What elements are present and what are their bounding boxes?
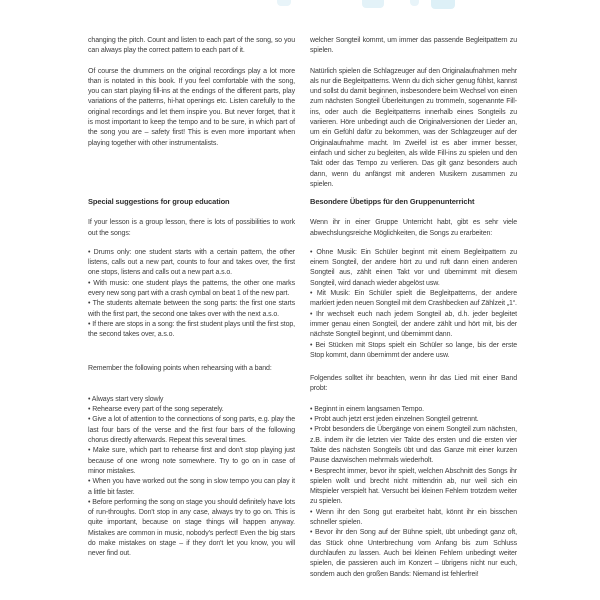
rehearsing-intro: Remember the following points when rehearsing with a band: xyxy=(88,364,272,372)
left-main-section xyxy=(88,197,295,560)
bullet-item: • Ihr wechselt euch nach jedem Songteil ab, d.h. jeder begleitet immer genau einen Songteil, der andere zählt und hört mit, bis der nächste Songteil beginnt, und übernimmt dann. xyxy=(310,310,517,339)
bullet-item: • Give a lot of attention to the connections of song parts, e.g. play the last four bars of the verse and the first four bars of the following chorus directly afterwards. Repeat this several times. xyxy=(88,416,295,445)
group-lesson-bullet-list xyxy=(88,248,295,341)
bullet-item: • Bevor ihr den Song auf der Bühne spielt, übt unbedingt ganz oft, das Stück ohne Unterbrechung vom Anfang bis zum Schluss durchlaufen zu lassen. Auch bei kleinen Fehlern unbedingt weiter spielen, die passieren auch im Konzert – übrigens nicht nur euch, sondern auch den großen Bands: Niemand ist fehlerfrei! xyxy=(310,529,517,578)
section-heading-group-education: Special suggestions for group education xyxy=(88,197,230,206)
bullet-item: • Ohne Musik: Ein Schüler beginnt mit einem Begleitpattern zu einem Songteil, der andere hört zu und ruft dann einen anderen Songteil aus, zählt einen Takt vor und übernimmt mit diesem Songteil, wird danach wieder abgelöst usw. xyxy=(310,248,517,287)
bullet-item: • With music: one student plays the patterns, the other one marks every new song part with a crash cymbal on beat 1 of the new part. xyxy=(88,279,295,298)
rehearsing-bullet-list xyxy=(88,395,295,560)
bullet-item: • Bei Stücken mit Stops spielt ein Schüler so lange, bis der erste Stop kommt, dann übernimmt der andere usw. xyxy=(310,341,517,359)
left-top-section xyxy=(88,36,295,149)
paragraph-songteil: welcher Songteil kommt, um immer das passende Begleitpattern zu spielen. xyxy=(310,37,517,55)
bullet-item: • Beginnt in einem langsamen Tempo. xyxy=(310,405,425,413)
bullet-item: • Mit Musik: Ein Schüler spielt die Begleitpatterns, der andere markiert jeden neuen Songteil mit dem Crashbecken auf Zählzeit „1“. xyxy=(310,290,517,308)
bullet-item: • Rehearse every part of the song seperately. xyxy=(88,406,224,414)
scan-artifact xyxy=(362,0,384,8)
right-main-section xyxy=(310,197,517,580)
right-column-german xyxy=(310,36,517,596)
scan-artifact xyxy=(431,0,455,9)
paragraph-pitch-counting: changing the pitch. Count and listen to each part of the song, so you can always play the correct pattern to each part of it. xyxy=(88,37,295,55)
paragraph-original-recordings: Of course the drummers on the original recordings play a lot more than is notated in this book. If you feel comfortable with the song, you can start playing fill-ins at the endings of the different parts, play variations of the patterns, hi-hat openings etc. Listen carefully to the original recordings and let them inspire you. But never forget, that it is most important to keep the tempo and to be sure, in which part of the song you are – safety first! This is even more important when playing together with other instrumentalists. xyxy=(88,67,295,147)
left-column-english xyxy=(88,36,295,596)
bullet-item: • The students alternate between the song parts: the first one starts with the first part, the second one takes over with the next a.s.o. xyxy=(88,300,295,318)
bullet-item: • When you have worked out the song in slow tempo you can play it a little bit faster. xyxy=(88,478,295,496)
bullet-item: • Before performing the song on stage you should definitely have lots of run-throughs. Don't stop in any case, always try to go on. This is quite important, because on stage things will happen anyway. Mistakes are common in music, nobody's perfect! Even the big stars do make mistakes on stage – if they don't let you know, you will never find out. xyxy=(88,498,295,558)
bullet-item: • Drums only: one student starts with a certain pattern, the other listens, calls out a new part, counts to four and takes over, the first one stops, listens and calls out a new part a.s.o. xyxy=(88,248,295,277)
bullet-item: • Make sure, which part to rehearse first and don't stop playing just because of one wrong note somewhere. Try to go on in case of minor mistakes. xyxy=(88,447,295,475)
bullet-item: • Wenn ihr den Song gut erarbeitet habt, könnt ihr ein bisschen schneller spielen. xyxy=(310,508,517,527)
scan-artifact xyxy=(277,0,291,6)
bullet-item: • Probt auch jetzt erst jeden einzelnen Songteil getrennt. xyxy=(310,416,479,424)
band-probe-bullet-list xyxy=(310,405,517,580)
band-probe-intro: Folgendes solltet ihr beachten, wenn ihr das Lied mit einer Band probt: xyxy=(310,375,517,393)
scan-artifact xyxy=(410,0,419,6)
gruppe-intro: Wenn ihr in einer Gruppe Unterricht habt, gibt es sehr viele abwechslungsreiche Möglichkeiten, die Songs zu erarbeiten: xyxy=(310,219,517,237)
bullet-item: • If there are stops in a song: the first student plays until the first stop, the second takes over, a.s.o. xyxy=(88,320,295,339)
gruppe-bullet-list xyxy=(310,248,517,361)
bullet-item: • Besprecht immer, bevor ihr spielt, welchen Abschnitt des Songs ihr spielen wollt und brecht nicht mittendrin ab, nur weil sich ein Mitspieler verspielt hat. Versucht bei kleinen Fehlern trotzdem weiter zu spielen. xyxy=(310,467,517,506)
bullet-item: • Probt besonders die Übergänge von einem Songteil zum nächsten, z.B. indem ihr die letzten vier Takte des ersten und die ersten vier Takte des nächsten Songteils übt und das Ganze mit einer kurzen Pause dazwischen mehrmals wiederholt. xyxy=(310,426,517,465)
right-top-section xyxy=(310,36,517,190)
paragraph-originalaufnahmen: Natürlich spielen die Schlagzeuger auf den Originalaufnahmen mehr als nur die Begleitpatterns. Wenn du dich sicher genug fühlst, kannst und sollst du damit beginnen, insbesondere beim Wechsel von einen zum nächsten Songteil Überleitungen zu trommeln, sogenannte Fill-ins, oder auch die Begleitpatterns innerhalb eines Songteils zu variieren. Höre unbedingt auch die Originalversionen der Lieder an, um ein Gefühl dafür zu bekommen, was der Schlagzeuger auf der Originalaufnahme macht. Im Zweifel ist es aber immer besser, einfach und sicher zu begleiten, als wilde Fill-ins zu spielen und den Takt oder das Tempo zu verlieren. Das gilt ganz besonders auch dann, wenn du anfängst mit anderen Musikern zusammen zu spielen. xyxy=(310,67,517,188)
section-heading-gruppenunterricht: Besondere Übetipps für den Gruppenunterricht xyxy=(310,197,475,206)
bullet-item: • Always start very slowly xyxy=(88,395,164,403)
group-lesson-intro: If your lesson is a group lesson, there is lots of possibilities to work out the songs: xyxy=(88,219,295,237)
